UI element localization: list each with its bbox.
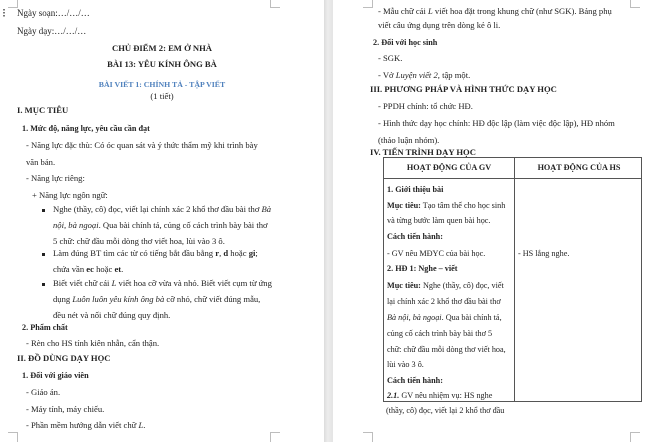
text-run: Nghe (thầy, cô) đọc, viết	[420, 281, 504, 290]
text-run: - Vở	[378, 70, 396, 80]
text-line: - Máy tính, máy chiếu.	[26, 404, 105, 414]
text-run: cỡ nhỏ, chữ viết đúng mẫu,	[164, 294, 261, 304]
text-run: .	[143, 420, 146, 430]
text-line	[378, 6, 612, 17]
cell-text: chữ: chữ đầu mỗi dòng thơ viết hoa,	[387, 345, 506, 354]
text-line: đều nét và nối chữ đúng quy định.	[53, 310, 171, 320]
text-run: - Mẫu chữ cái	[378, 6, 428, 16]
text-run: . Qua bài chính tả,	[441, 313, 502, 322]
table-header-student: HOẠT ĐỘNG CỦA HS	[537, 163, 621, 172]
activity-table	[383, 157, 642, 402]
text-line: + Năng lực ngôn ngữ:	[32, 190, 108, 200]
text-line: - Hình thức dạy học chính: HĐ độc lập (làm việc độc lập), HĐ nhóm	[378, 118, 615, 128]
section-heading-materials: II. ĐỒ DÙNG DẠY HỌC	[17, 353, 111, 363]
text-line: - Giáo án.	[26, 387, 61, 397]
text-run: .	[121, 264, 124, 274]
theme-title: CHỦ ĐIỂM 2: EM Ở NHÀ	[111, 43, 213, 53]
text-line	[53, 264, 123, 275]
text-line	[53, 278, 272, 289]
text-run: ec	[86, 264, 94, 274]
document-page-left	[0, 0, 324, 442]
subsection-heading: 1. Mức độ, năng lực, yêu cầu cần đạt	[22, 124, 150, 133]
text-run: viết hoa đặt trong khung chữ (như SGK). Bảng phụ	[432, 6, 612, 16]
text-line: - SGK.	[378, 53, 403, 63]
bullet-icon	[42, 209, 45, 212]
date-taught: Ngày dạy:…/…/…	[17, 26, 87, 36]
text-run: Bà	[261, 204, 272, 214]
text-line: - PPDH chính: tổ chức HĐ.	[378, 101, 473, 111]
cell-text: - GV nêu MĐYC của bài học.	[387, 249, 486, 258]
text-line: văn bản.	[26, 157, 56, 167]
text-run: gi	[248, 248, 256, 258]
cell-heading: Cách tiến hành:	[387, 232, 443, 241]
text-line: viết câu ứng dụng trên dòng kẻ ô li.	[378, 20, 501, 30]
bullet-icon	[42, 253, 45, 256]
date-prepared: Ngày soạn:…/…/…	[17, 8, 90, 18]
cell-text: (thầy, cô) đọc, viết lại 2 khổ thơ đầu	[386, 406, 505, 415]
cell-text: lại chính xác 2 khổ thơ đầu bài thơ	[387, 297, 501, 306]
text-run: hoặc	[228, 248, 249, 258]
text-line: 5 chữ: chữ đầu mỗi dòng thơ viết hoa, lùi vào 3 ô.	[53, 236, 225, 246]
text-run: L	[138, 420, 144, 430]
text-run: Mục tiêu:	[387, 281, 421, 290]
text-run: Nghe (thầy, cô) đọc, viết lại chính xác 2 khổ thơ đầu bài thơ	[53, 204, 262, 214]
text-run: L	[111, 278, 117, 288]
text-run: GV nêu nhiệm vụ: HS nghe	[399, 391, 493, 400]
text-line	[53, 204, 271, 215]
text-run: Mục tiêu:	[387, 201, 421, 210]
cell-text	[387, 200, 505, 211]
text-run: Bà nội, bà ngoại	[387, 313, 442, 322]
section-heading-methods: III. PHƯƠNG PHÁP VÀ HÌNH THỨC DẠY HỌC	[370, 84, 557, 94]
cell-text: củng cố cách trình bày bài thơ 5	[387, 329, 493, 338]
table-header-divider	[384, 178, 641, 179]
table-column-divider	[514, 158, 515, 401]
cell-heading: 1. Giới thiệu bài	[387, 185, 444, 194]
cell-text	[387, 390, 492, 401]
lesson-title: BÀI 13: YÊU KÍNH ÔNG BÀ	[107, 59, 217, 69]
page-gutter	[324, 0, 333, 442]
text-line	[53, 248, 258, 259]
crop-mark	[270, 432, 280, 442]
text-line: - Rèn cho HS tính kiên nhẫn, cẩn thận.	[26, 338, 160, 348]
text-run: dụng	[53, 294, 73, 304]
text-line	[26, 420, 145, 431]
section-heading-process: IV. TIẾN TRÌNH DẠY HỌC	[370, 147, 476, 157]
section-heading-objectives: I. MỤC TIÊU	[17, 105, 69, 115]
bullet-icon	[42, 283, 45, 286]
crop-mark	[8, 0, 18, 8]
subsection-heading: 2. Đối với học sinh	[373, 38, 438, 47]
text-run: ,	[219, 248, 224, 258]
crop-mark	[630, 432, 640, 442]
sub-lesson-title: BÀI VIẾT 1: CHÍNH TẢ - TẬP VIẾT	[98, 80, 226, 89]
subsection-heading: 2. Phẩm chất	[22, 323, 68, 332]
cell-text	[387, 280, 504, 291]
cell-text	[387, 312, 502, 323]
text-run: et	[114, 264, 122, 274]
text-run: , tập một.	[437, 70, 471, 80]
text-run: hoặc	[93, 264, 115, 274]
text-run: 2.1.	[387, 391, 400, 400]
text-line	[53, 294, 260, 305]
text-run: d	[223, 248, 229, 258]
text-line	[378, 70, 470, 81]
text-run: r	[215, 248, 220, 258]
crop-mark	[363, 0, 373, 8]
paragraph-handle-icon[interactable]	[3, 9, 5, 17]
text-line: - Năng lực đặc thù: Có óc quan sát và ý thức thẩm mỹ khi trình bày	[26, 140, 258, 150]
cell-heading: Cách tiến hành:	[387, 376, 443, 385]
text-run: Biết viết chữ cái	[53, 278, 112, 288]
subsection-heading: 1. Đối với giáo viên	[22, 371, 89, 380]
text-run: chứa vần	[53, 264, 87, 274]
text-run: L	[428, 6, 433, 16]
document-page-right	[333, 0, 650, 442]
crop-mark	[630, 0, 640, 8]
text-run: Luyện viết 2	[395, 70, 438, 80]
cell-heading: 2. HĐ 1: Nghe – viết	[387, 264, 458, 273]
duration: (1 tiết)	[150, 91, 174, 101]
text-line	[53, 220, 268, 231]
text-run: Luôn luôn yêu kính ông bà	[72, 294, 165, 304]
crop-mark	[363, 432, 373, 442]
text-run: . Qua bài chính tả, củng cố cách trình bày bài thơ	[98, 220, 268, 230]
cell-text: lùi vào 3 ô.	[387, 360, 424, 369]
crop-mark	[270, 0, 280, 8]
text-run: ;	[255, 248, 258, 258]
cell-text: và từng bước làm quen bài học.	[387, 216, 491, 225]
text-run: nội, bà ngoại	[53, 220, 99, 230]
text-run: - Phần mềm hướng dẫn viết chữ	[26, 420, 139, 430]
text-line: - Năng lực riêng:	[26, 173, 85, 183]
text-run: viết hoa cỡ vừa và nhỏ. Biết viết cụm từ ứng	[116, 278, 272, 288]
text-run: Tạo tâm thế cho học sinh	[420, 201, 506, 210]
crop-mark	[8, 432, 18, 442]
text-run: Làm đúng BT tìm các từ có tiếng bắt đầu bằng	[53, 248, 216, 258]
text-line: (thảo luận nhóm).	[378, 135, 440, 145]
table-header-teacher: HOẠT ĐỘNG CỦA GV	[406, 163, 492, 172]
cell-text-student: - HS lắng nghe.	[518, 249, 570, 258]
